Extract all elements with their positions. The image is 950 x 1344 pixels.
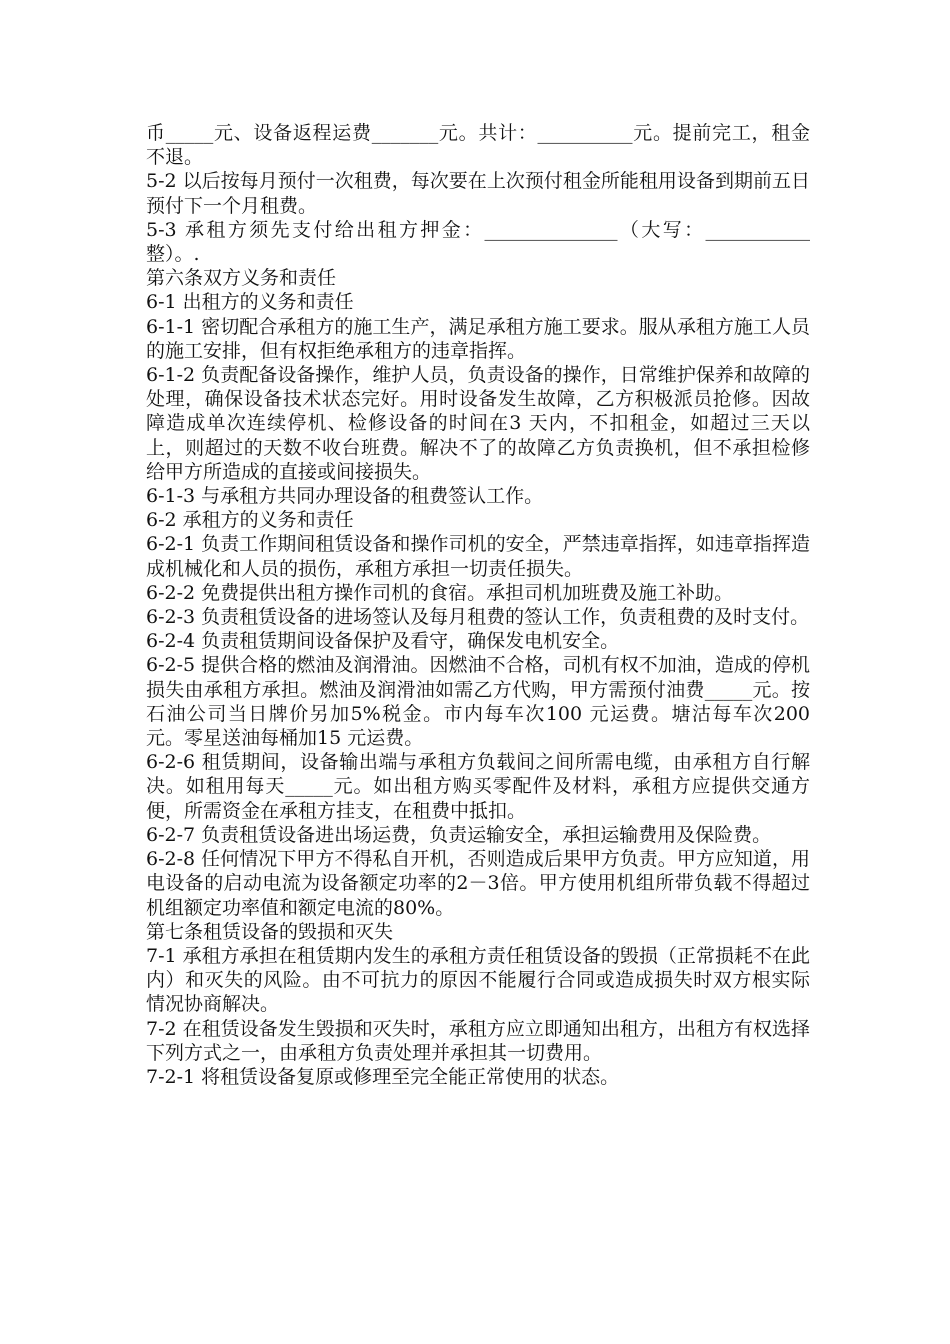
paragraph-7-1: 7-1 承租方承担在租赁期内发生的承租方责任租赁设备的毁损（正常损耗不在此内）和灭失的风险。由不可抗力的原因不能履行合同或造成损失时双方根实际情况协商解决。	[146, 944, 810, 1016]
heading-article-6: 第六条双方义务和责任	[146, 267, 337, 290]
heading-6-2: 6-2 承租方的义务和责任	[146, 509, 354, 532]
paragraph-6-2-2: 6-2-2 免费提供出租方操作司机的食宿。承担司机加班费及施工补助。	[146, 581, 734, 604]
paragraph-6-2-5: 6-2-5 提供合格的燃油及润滑油。因燃油不合格，司机有权不加油，造成的停机损失由承租方承担。燃油及润滑油如需乙方代购，甲方需预付油费_____元。按石油公司当日牌价另加5%税金。市内每车次100 元运费。塘沽每车次200 元。零星送油每桶加15 元运费。	[146, 654, 817, 750]
document-body	[146, 121, 817, 1089]
paragraph-5-3: 5-3 承租方须先支付给出租方押金：______________（大写：___________整）。.	[146, 218, 810, 266]
paragraph-6-2-7: 6-2-7 负责租赁设备进出场运费，负责运输安全，承担运输费用及保险费。	[146, 823, 772, 846]
paragraph-7-2: 7-2 在租赁设备发生毁损和灭失时，承租方应立即通知出租方，出租方有权选择下列方式之一，由承租方负责处理并承担其一切费用。	[146, 1017, 810, 1064]
heading-article-7: 第七条租赁设备的毁损和灭失	[146, 920, 394, 943]
paragraph-6-2-8: 6-2-8 任何情况下甲方不得私自开机，否则造成后果甲方负责。甲方应知道，用电设备的启动电流为设备额定功率的2－3倍。甲方使用机组所带负载不得超过机组额定功率值和额定电流的80%。	[146, 848, 810, 919]
paragraph-6-1-1: 6-1-1 密切配合承租方的施工生产，满足承租方施工要求。服从承租方施工人员的施工安排，但有权拒绝承租方的违章指挥。	[146, 315, 810, 362]
paragraph-6-2-1: 6-2-1 负责工作期间租赁设备和操作司机的安全，严禁违章指挥，如违章指挥造成机械化和人员的损伤，承租方承担一切责任损失。	[146, 533, 810, 580]
paragraph-6-1-2: 6-1-2 负责配备设备操作，维护人员，负责设备的操作，日常维护保养和故障的处理，确保设备技术状态完好。用时设备发生故障，乙方积极派员抢修。因故障造成单次连续停机、检修设备的时间在3 天内，不扣租金，如超过三天以上，则超过的天数不收台班费。解决不了的故障乙方负责换机，但不承担检修给甲方所造成的直接或间接损失。	[146, 364, 810, 483]
paragraph-5-2: 5-2 以后按每月预付一次租费，每次要在上次预付租金所能租用设备到期前五日预付下一个月租费。	[146, 170, 810, 217]
paragraph-6-2-3: 6-2-3 负责租赁设备的进场签认及每月租费的签认工作，负责租费的及时支付。	[146, 606, 810, 629]
paragraph-6-2-6: 6-2-6 租赁期间，设备输出端与承租方负载间之间所需电缆，由承租方自行解决。如租用每天_____元。如出租方购买零配件及材料，承租方应提供交通方便，所需资金在承租方挂支，在租费中抵扣。	[146, 751, 810, 822]
paragraph-6-1-3: 6-1-3 与承租方共同办理设备的租费签认工作。	[146, 485, 544, 508]
paragraph-7-2-1: 7-2-1 将租赁设备复原或修理至完全能正常使用的状态。	[146, 1065, 620, 1088]
paragraph-payment-total: 币_____元、设备返程运费_______元。共计：__________元。提前完工，租金不退。	[146, 122, 810, 169]
heading-6-1: 6-1 出租方的义务和责任	[146, 291, 354, 314]
paragraph-6-2-4: 6-2-4 负责租赁期间设备保护及看守，确保发电机安全。	[146, 630, 620, 653]
